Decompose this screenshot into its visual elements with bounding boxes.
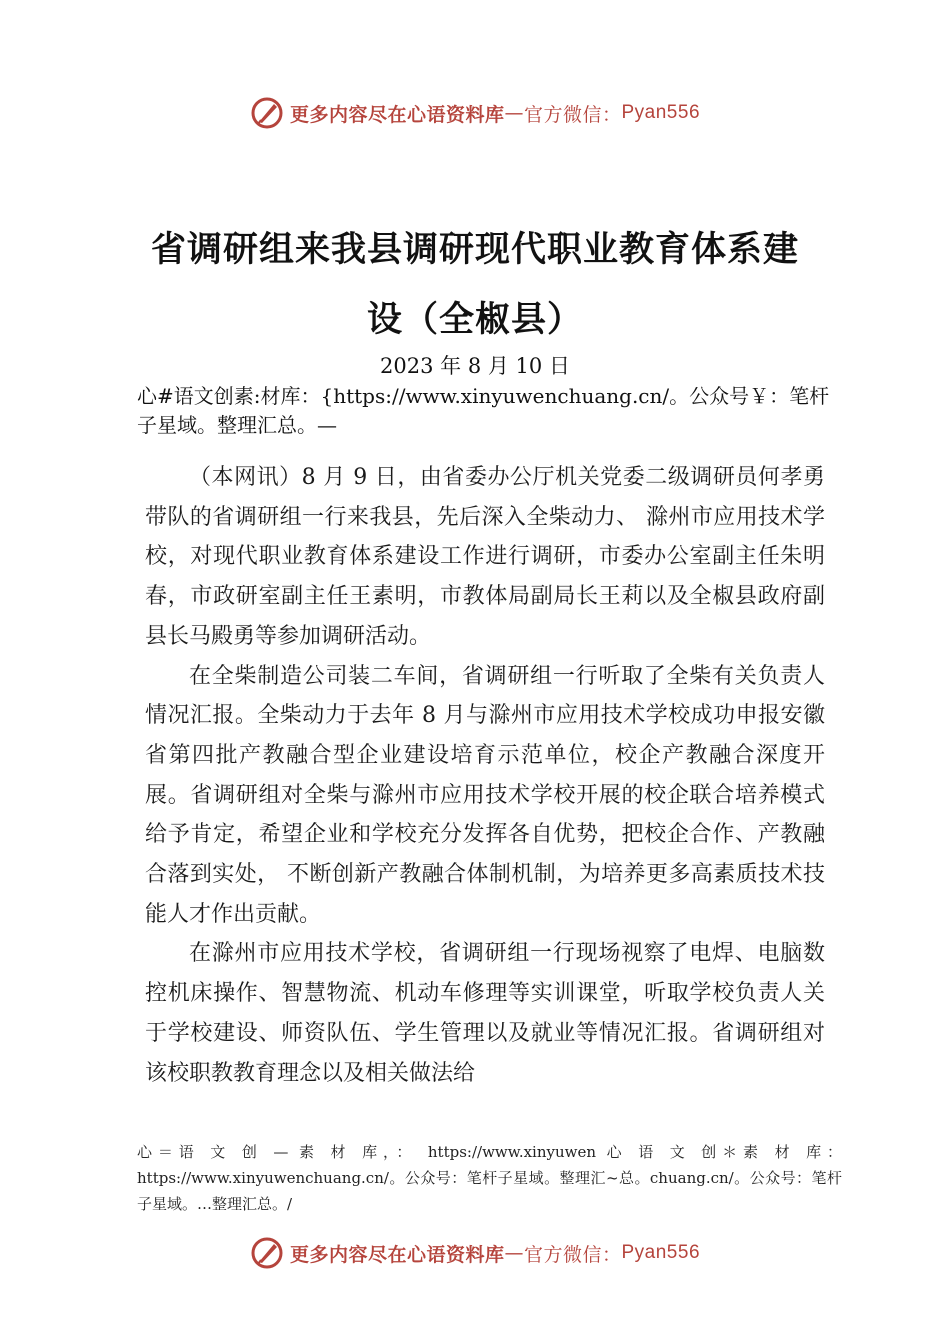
paragraph-1: （本网讯）8 月 9 日，由省委办公厅机关党委二级调研员何孝勇带队的省调研组一行来我县，先后深入全柴动力、 滁州市应用技术学校，对现代职业教育体系建设工作进行调研，市委办公室副主任朱明春，市政研室副主任王素明，市教体局副局长王莉以及全椒县政府副县长马殿勇等参加调研活动。	[145, 465, 825, 649]
document-date: 2023 年 8 月 10 日	[380, 354, 570, 378]
banner-brand: 更多内容尽在心语资料库	[289, 103, 505, 126]
document-title-line-2: 设（全椒县）	[366, 299, 583, 340]
paragraph-3: 在滁州市应用技术学校，省调研组一行现场视察了电焊、电脑数控机床操作、智慧物流、机动车修理等实训课堂，听取学校负责人关于学校建设、师资队伍、学生管理以及就业等情况汇报。省调研组对该校职教教育理念以及相关做法给	[145, 941, 825, 1086]
header-banner	[0, 96, 950, 130]
quill-logo-icon	[250, 96, 284, 130]
banner-separator: —	[504, 102, 524, 124]
banner-separator: —	[504, 1242, 524, 1264]
banner-wechat-label: 官方微信：	[523, 1243, 622, 1266]
banner-handle: Pyan556	[621, 102, 701, 123]
banner-handle: Pyan556	[621, 1242, 701, 1263]
footer-banner	[0, 1236, 950, 1270]
banner-wechat-label: 官方微信：	[523, 103, 622, 126]
quill-logo-icon	[250, 1236, 284, 1270]
banner-brand: 更多内容尽在心语资料库	[289, 1243, 505, 1266]
source-note: 心#语文创素:材库：{https://www.xinyuwenchuang.cn/。公众号￥：笔杆子星域。整理汇总。—	[137, 384, 830, 437]
paragraph-2: 在全柴制造公司装二车间，省调研组一行听取了全柴有关负责人情况汇报。全柴动力于去年 8 月与滁州市应用技术学校成功申报安徽省第四批产教融合型企业建设培育示范单位，校企产教融合深度开展。省调研组对全柴与滁州市应用技术学校开展的校企联合培养模式给予肯定，希望企业和学校充分发挥各自优势，把校企合作、产教融合落到实处， 不断创新产教融合体制机制，为培养更多高素质技术技能人才作出贡献。	[145, 663, 825, 927]
article-body	[145, 458, 825, 1093]
document-title-line-1: 省调研组来我县调研现代职业教育体系建	[150, 229, 799, 270]
footnote: 心＝语 文 创 — 素 材 库，： https://www.xinyuwen 心 语 文 创＊素 材 库： https://www.xinyuwenchuang.cn/。公众号：笔杆子星域。整理汇~总。chuang.cn/。公众号：笔杆子星域。…整理汇总。/	[137, 1143, 842, 1213]
